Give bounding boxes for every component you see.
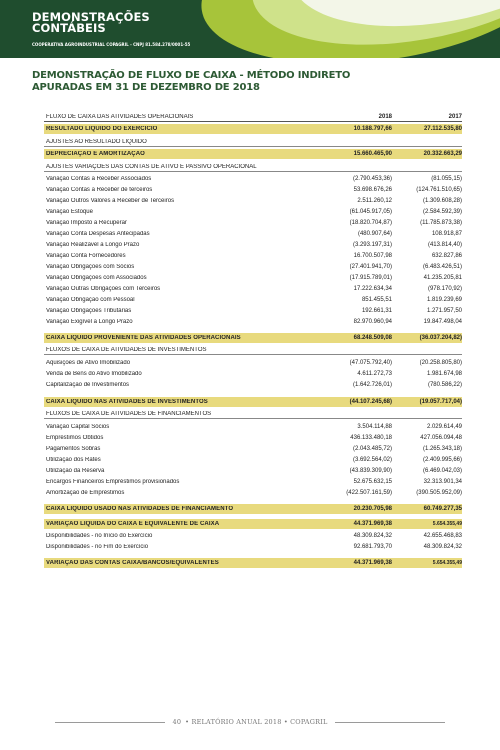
row-label: DEPRECIAÇÃO E AMORTIZAÇÃO xyxy=(46,151,145,157)
value-2018: (422.507.161,59) xyxy=(346,490,392,496)
row-label: Variação Contas a Receber de terceiros xyxy=(46,187,153,193)
value-2018: 82.970.960,94 xyxy=(353,319,392,325)
row-label: FLUXO DE CAIXA DAS ATIVIDADES OPERACIONAIS xyxy=(46,113,194,120)
value-2018: (3.692.564,02) xyxy=(352,457,392,463)
value-2017: 1.271.957,50 xyxy=(426,308,462,314)
table-row xyxy=(44,273,462,283)
value-2017: (390.505.952,09) xyxy=(416,490,462,496)
value-2018: (3.293.197,31) xyxy=(352,242,392,248)
value-2017: 2.029.614,49 xyxy=(426,424,462,430)
row-label: Variação Exigível a Longo Prazo xyxy=(46,319,133,325)
table-row xyxy=(44,531,462,541)
section-header-row xyxy=(44,162,462,172)
section-header-row xyxy=(44,345,462,355)
value-2017: 632.827,86 xyxy=(431,253,462,259)
value-2017: 27.112.535,80 xyxy=(423,126,462,132)
total-row xyxy=(44,504,462,514)
table-row xyxy=(44,284,462,294)
table-row xyxy=(44,196,462,206)
row-label: RESULTADO LÍQUIDO DO EXERCÍCIO xyxy=(46,126,158,132)
value-2018: 44.371.969,38 xyxy=(353,560,392,566)
value-2018: (18.820.704,87) xyxy=(349,220,392,226)
value-2018: 92.681.793,70 xyxy=(353,544,392,550)
row-label: Variação Realizável a Longo Prazo xyxy=(46,242,140,248)
row-label: Venda de Bens do Ativo Imobilizado xyxy=(46,371,142,377)
value-2018: (43.839.309,90) xyxy=(349,468,392,474)
row-label: CAIXA LÍQUIDO NAS ATIVIDADES DE INVESTIMENTOS xyxy=(46,399,208,405)
row-label: Variação Outras Obrigações com Terceiros xyxy=(46,286,161,292)
row-label: VARIAÇÃO DAS CONTAS CAIXA/BANCOS/EQUIVALENTES xyxy=(46,560,219,566)
header-title-line1: DEMONSTRAÇÕES xyxy=(32,10,150,24)
value-2017: 2017 xyxy=(448,113,462,120)
value-2018: 10.188.797,66 xyxy=(353,126,392,132)
page-title xyxy=(32,70,472,94)
table-row xyxy=(44,422,462,432)
row-label: Empréstimos Obtidos xyxy=(46,435,104,441)
row-label: Aquisições de Ativo Imobilizado xyxy=(46,360,131,366)
value-2018: 192.661,31 xyxy=(361,308,392,314)
value-2017: (413.814,40) xyxy=(427,242,462,248)
row-label: CAIXA LÍQUIDO USADO NAS ATIVIDADES DE FINANCIAMENTO xyxy=(46,506,234,512)
value-2018: 851.455,51 xyxy=(361,297,392,303)
row-label: VARIAÇÃO LÍQUIDA DO CAIXA E EQUIVALENTE DE CAIXA xyxy=(46,521,220,527)
value-2017: (6.483.426,51) xyxy=(422,264,462,270)
value-2018: 436.133.480,18 xyxy=(350,435,392,441)
table-row xyxy=(44,477,462,487)
row-label: Variação Obrigações com Sócios xyxy=(46,264,135,270)
row-label: Disponibilidades - no Início do Exercício xyxy=(46,533,153,539)
value-2018: 68.248.509,08 xyxy=(353,335,392,341)
row-label: Variação Imposto a Recuperar xyxy=(46,220,127,226)
row-label: Pagamentos Sobras xyxy=(46,446,101,452)
row-label: Variação Estoque xyxy=(46,209,93,215)
table-row xyxy=(44,455,462,465)
total-row xyxy=(44,149,462,159)
row-label: Variação Outros Valores a Receber de Terceiros xyxy=(46,198,175,204)
row-label: Variação Obrigações com Associados xyxy=(46,275,147,281)
value-2018: 53.698.676,26 xyxy=(353,187,392,193)
table-row xyxy=(44,295,462,305)
value-2017: (2.584.592,39) xyxy=(422,209,462,215)
value-2018: (480.907,64) xyxy=(357,231,392,237)
table-row xyxy=(44,185,462,195)
value-2018: (2.043.485,72) xyxy=(352,446,392,452)
table-row xyxy=(44,262,462,272)
value-2017: (81.055,15) xyxy=(431,176,462,182)
table-row xyxy=(44,444,462,454)
value-2018: 16.700.507,98 xyxy=(353,253,392,259)
value-2017: 5.654.355,49 xyxy=(432,560,462,566)
value-2017: 42.655.468,83 xyxy=(423,533,462,539)
value-2017: (780.586,22) xyxy=(427,382,462,388)
value-2017: 1.981.674,98 xyxy=(426,371,462,377)
value-2018: 52.675.632,15 xyxy=(353,479,392,485)
table-row xyxy=(44,542,462,552)
footer-text: • RELATÓRIO ANUAL 2018 • COPAGRIL xyxy=(185,718,328,726)
page-title-line2: APURADAS EM 31 DE DEZEMBRO DE 2018 xyxy=(32,82,260,93)
value-2018: 2018 xyxy=(378,113,392,120)
value-2018: 44.371.969,38 xyxy=(353,521,392,527)
header-title xyxy=(32,12,150,34)
value-2017: (2.409.995,66) xyxy=(422,457,462,463)
value-2017: (36.037.204,82) xyxy=(419,335,462,341)
section-header-row xyxy=(44,409,462,419)
header-subtitle: COOPERATIVA AGROINDUSTRIAL COPAGRIL - CNPJ 81.584.278/0001-55 xyxy=(32,42,191,47)
value-2017: 41.235.205,81 xyxy=(423,275,462,281)
value-2018: 4.611.272,73 xyxy=(357,371,392,377)
value-2017: 1.819.239,69 xyxy=(426,297,462,303)
value-2018: 3.504.114,88 xyxy=(357,424,392,430)
value-2017: (11.785.873,38) xyxy=(420,220,462,226)
value-2017: 60.749.277,35 xyxy=(423,506,462,512)
value-2018: (47.075.792,40) xyxy=(349,360,392,366)
value-2017: (20.258.805,80) xyxy=(419,360,462,366)
row-label: AJUSTES AO RESULTADO LÍQUIDO xyxy=(46,138,147,145)
row-label: AJUSTES VARIAÇÕES DAS CONTAS DE ATIVO E PASSIVO OPERACIONAL xyxy=(46,163,257,170)
total-row xyxy=(44,397,462,407)
value-2017: 48.309.824,32 xyxy=(423,544,462,550)
value-2017: (1.265.343,18) xyxy=(422,446,462,452)
row-label: Disponibilidades - no Fim do Exercício xyxy=(46,544,149,550)
value-2018: 15.660.465,90 xyxy=(353,151,392,157)
section-header-row xyxy=(44,112,462,122)
value-2017: 20.332.663,29 xyxy=(423,151,462,157)
value-2018: 2.511.260,12 xyxy=(357,198,392,204)
value-2018: 48.309.824,32 xyxy=(353,533,392,539)
table-row xyxy=(44,488,462,498)
value-2017: (124.761.510,65) xyxy=(416,187,462,193)
value-2018: (44.107.245,68) xyxy=(349,399,392,405)
value-2017: (1.309.608,28) xyxy=(422,198,462,204)
row-label: FLUXOS DE CAIXA DE ATIVIDADES DE INVESTIMENTOS xyxy=(46,346,207,353)
table-row xyxy=(44,380,462,390)
table-row xyxy=(44,433,462,443)
value-2017: 5.654.355,49 xyxy=(432,521,462,527)
value-2018: (61.045.917,05) xyxy=(349,209,392,215)
value-2017: 32.313.901,34 xyxy=(423,479,462,485)
value-2018: (1.642.726,01) xyxy=(352,382,392,388)
page-title-line1: DEMONSTRAÇÃO DE FLUXO DE CAIXA - MÉTODO INDIRETO xyxy=(32,70,351,81)
total-row xyxy=(44,124,462,134)
value-2017: 19.847.498,04 xyxy=(423,319,462,325)
row-label: Encargos Financeiros Empréstimos provisionados xyxy=(46,479,180,485)
table-row xyxy=(44,218,462,228)
table-row xyxy=(44,229,462,239)
row-label: CAIXA LÍQUIDO PROVENIENTE DAS ATIVIDADES OPERACIONAIS xyxy=(46,335,241,341)
value-2017: 427.056.094,48 xyxy=(420,435,462,441)
table-row xyxy=(44,369,462,379)
page-footer xyxy=(0,716,500,728)
row-label: Utilização dos Rates xyxy=(46,457,101,463)
row-label: Utilização da Reserva xyxy=(46,468,105,474)
total-row xyxy=(44,519,462,529)
value-2017: (6.469.042,03) xyxy=(422,468,462,474)
row-label: Variação Obrigações Tributárias xyxy=(46,308,132,314)
table-row xyxy=(44,174,462,184)
row-label: FLUXOS DE CAIXA DE ATIVIDADES DE FINANCIAMENTOS xyxy=(46,410,212,417)
table-row xyxy=(44,306,462,316)
table-row xyxy=(44,466,462,476)
value-2018: 20.230.705,98 xyxy=(353,506,392,512)
value-2018: (17.915.789,01) xyxy=(349,275,392,281)
value-2017: 108.918,87 xyxy=(431,231,462,237)
row-label: Amortização de Empréstimos xyxy=(46,490,125,496)
report-header xyxy=(0,0,500,58)
section-header-row xyxy=(44,137,462,147)
value-2018: (2.790.453,36) xyxy=(352,176,392,182)
table-row xyxy=(44,317,462,327)
row-label: Variação Capital Sócios xyxy=(46,424,110,430)
header-title-line2: CONTÁBEIS xyxy=(32,21,106,35)
row-label: Variação Conta Despesas Antecipadas xyxy=(46,231,150,237)
table-row xyxy=(44,358,462,368)
table-row xyxy=(44,240,462,250)
value-2017: (19.057.717,04) xyxy=(419,399,462,405)
row-label: Capitalização de Investimentos xyxy=(46,382,130,388)
table-row xyxy=(44,251,462,261)
value-2018: 17.222.634,34 xyxy=(353,286,392,292)
value-2018: (27.401.941,70) xyxy=(349,264,392,270)
row-label: Variação Obrigação com Pessoal xyxy=(46,297,135,303)
total-row xyxy=(44,333,462,343)
footer-rule-left xyxy=(55,722,165,723)
table-row xyxy=(44,207,462,217)
footer-rule-right xyxy=(335,722,445,723)
page-number: 40 xyxy=(172,718,182,726)
row-label: Variação Contas a Receber Associados xyxy=(46,176,152,182)
row-label: Variação Conta Fornecedores xyxy=(46,253,126,259)
value-2017: (978.170,92) xyxy=(427,286,462,292)
total-row xyxy=(44,558,462,568)
